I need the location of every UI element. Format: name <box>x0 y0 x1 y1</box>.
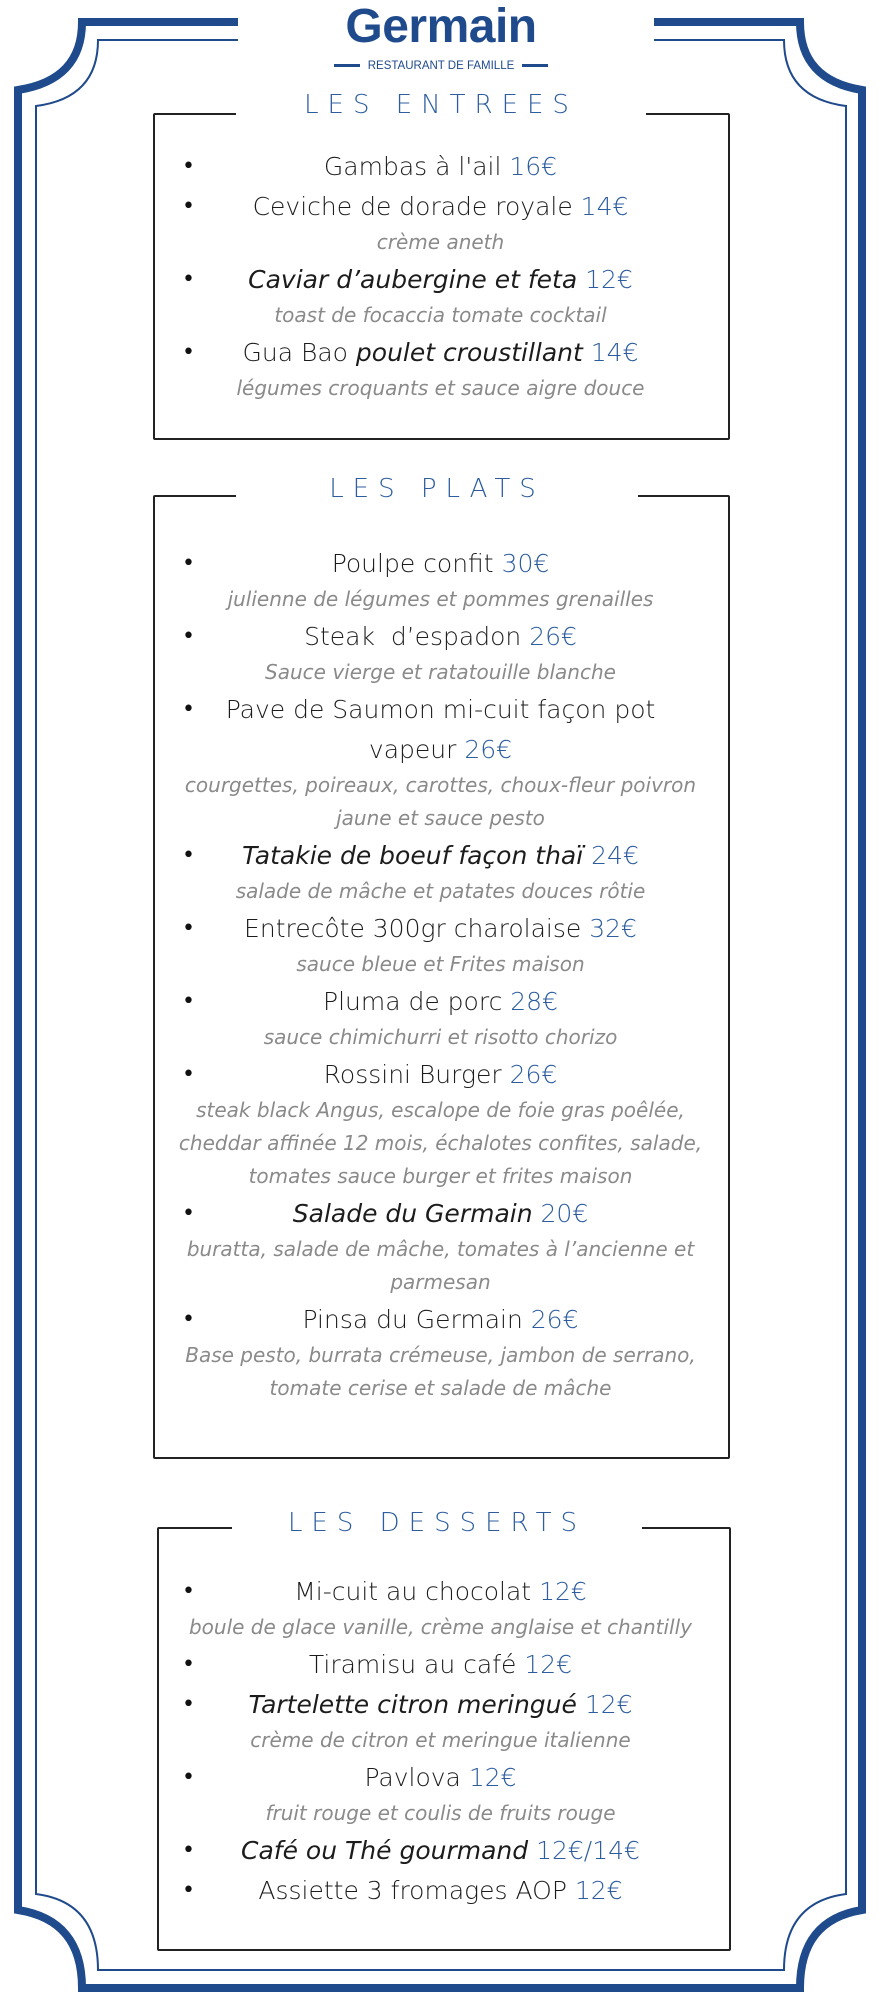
desserts-list <box>178 1572 703 1911</box>
dish-name: Café ou Thé gourmand <box>241 1836 529 1865</box>
dish-description: sauce chimichurri et risotto chorizo <box>263 1025 618 1049</box>
dish-name: Pluma de porc <box>323 987 503 1016</box>
dish-price: 16€ <box>509 152 558 181</box>
entrees-title: LES ENTREES <box>236 88 646 122</box>
plats-list <box>178 544 703 1406</box>
dish-name: Rossini Burger <box>323 1060 502 1089</box>
dish-description: toast de focaccia tomate cocktail <box>274 303 607 327</box>
list-item: • Caviar d’aubergine et feta 12€ toast de focaccia tomate cocktail <box>178 260 703 333</box>
dish-price: 32€ <box>589 914 637 943</box>
dish-description-line2: parmesan <box>390 1270 491 1294</box>
dish-description-line2: cheddar affinée 12 mois, échalotes confites, salade, <box>178 1131 703 1155</box>
dish-price: 26€ <box>464 735 513 764</box>
list-item: • Gambas à l'ail 16€ <box>182 152 558 181</box>
list-item: • Pave de Saumon mi-cuit façon pot vapeur 26€ courgettes, poireaux, carottes, choux-fleur poivron jaune et sauce pesto <box>178 690 703 836</box>
dish-name: Salade du Germain <box>292 1199 533 1228</box>
brand-name: Germain <box>345 0 537 53</box>
dish-name: Gambas à l'ail <box>323 152 502 181</box>
dish-price: 26€ <box>509 1060 558 1089</box>
dish-name: Poulpe confit <box>331 549 494 578</box>
dish-price: 12€ <box>539 1577 587 1606</box>
dish-price: 14€ <box>580 192 629 221</box>
dish-price: 12€ <box>524 1650 573 1679</box>
dish-price: 12€/14€ <box>536 1836 640 1865</box>
dish-description-line1: courgettes, poireaux, carottes, choux-fleur poivron <box>184 773 697 797</box>
dish-description: crème de citron et meringue italienne <box>250 1728 631 1752</box>
dish-name-line2: vapeur <box>368 735 457 764</box>
list-item: • Tatakie de boeuf façon thaï 24€ salade de mâche et patates douces rôtie <box>178 836 703 909</box>
dish-name-line1: Pave de Saumon mi-cuit façon pot <box>225 695 656 724</box>
dish-name: Steak d’espadon <box>304 622 522 651</box>
dish-name: Entrecôte 300gr charolaise <box>244 914 582 943</box>
dish-name-part: Gua Bao <box>242 338 356 367</box>
list-item: • Poulpe confit 30€ julienne de légumes et pommes grenailles <box>178 544 703 617</box>
desserts-title: LES DESSERTS <box>232 1506 642 1540</box>
list-item: • Entrecôte 300gr charolaise 32€ sauce bleue et Frites maison <box>178 909 703 982</box>
brand-tagline-row <box>334 60 549 72</box>
dish-description: boule de glace vanille, crème anglaise et chantilly <box>188 1615 692 1639</box>
brand-logo <box>0 0 882 72</box>
dish-description-line1: steak black Angus, escalope de foie gras poêlée, <box>196 1098 685 1122</box>
tagline-dash-right <box>522 64 548 67</box>
dish-price: 14€ <box>590 338 639 367</box>
dish-price: 12€ <box>468 1763 517 1792</box>
dish-description: sauce bleue et Frites maison <box>296 952 585 976</box>
dish-name: Pinsa du Germain <box>302 1305 523 1334</box>
list-item: • Café ou Thé gourmand 12€/14€ <box>182 1836 640 1865</box>
dish-name: Pavlova <box>364 1763 461 1792</box>
list-item: • Pinsa du Germain 26€ Base pesto, burrata crémeuse, jambon de serrano, tomate cerise et salade de mâche <box>178 1300 703 1406</box>
list-item: • Tartelette citron meringué 12€ crème de citron et meringue italienne <box>178 1685 703 1758</box>
list-item: • Steak d’espadon 26€ Sauce vierge et ratatouille blanche <box>178 617 703 690</box>
dish-price: 12€ <box>574 1876 623 1905</box>
dish-name: Tartelette citron meringué <box>248 1690 577 1719</box>
dish-name: Caviar d’aubergine et feta <box>248 265 578 294</box>
list-item: • Mi-cuit au chocolat 12€ boule de glace vanille, crème anglaise et chantilly <box>178 1572 703 1645</box>
list-item: • Ceviche de dorade royale 14€ crème aneth <box>178 187 703 260</box>
entrees-list <box>178 147 703 406</box>
dish-name: Mi-cuit au chocolat <box>294 1577 532 1606</box>
tagline-dash-left <box>334 64 360 67</box>
dish-description: fruit rouge et coulis de fruits rouge <box>265 1801 616 1825</box>
list-item: • Tiramisu au café 12€ <box>182 1650 573 1679</box>
dish-price: 26€ <box>529 622 577 651</box>
dish-description: Sauce vierge et ratatouille blanche <box>265 660 616 684</box>
dish-name: Tiramisu au café <box>308 1650 517 1679</box>
dish-description-line2: jaune et sauce pesto <box>336 806 545 830</box>
dish-price: 12€ <box>584 1690 633 1719</box>
list-item: • Salade du Germain 20€ buratta, salade de mâche, tomates à l’ancienne et parmesan <box>178 1194 703 1300</box>
plats-title: LES PLATS <box>236 472 638 506</box>
list-item: • Pluma de porc 28€ sauce chimichurri et risotto chorizo <box>178 982 703 1055</box>
dish-description: salade de mâche et patates douces rôtie <box>235 879 646 903</box>
dish-description-line2: tomate cerise et salade de mâche <box>269 1376 612 1400</box>
dish-description-line1: buratta, salade de mâche, tomates à l’ancienne et <box>186 1237 695 1261</box>
dish-description-line1: Base pesto, burrata crémeuse, jambon de serrano, <box>185 1343 696 1367</box>
dish-description: crème aneth <box>376 230 505 254</box>
dish-price: 26€ <box>530 1305 579 1334</box>
dish-price: 24€ <box>591 841 639 870</box>
dish-name-part-italic: poulet croustillant <box>355 338 583 367</box>
list-item: • Assiette 3 fromages AOP 12€ <box>182 1876 623 1905</box>
dish-price: 12€ <box>585 265 633 294</box>
brand-tagline: RESTAURANT DE FAMILLE <box>367 59 515 72</box>
dish-name: Tatakie de boeuf façon thaï <box>242 841 584 870</box>
dish-name: Assiette 3 fromages AOP <box>258 1876 567 1905</box>
dish-name: Ceviche de dorade royale <box>252 192 573 221</box>
list-item: • Pavlova 12€ fruit rouge et coulis de fruits rouge <box>178 1758 703 1831</box>
dish-price: 30€ <box>501 549 550 578</box>
dish-price: 28€ <box>510 987 558 1016</box>
list-item: • Rossini Burger 26€ steak black Angus, escalope de foie gras poêlée, cheddar affinée 12 mois, échalotes confites, salade, tomates sauce burger et frites maison <box>178 1055 703 1194</box>
dish-description: légumes croquants et sauce aigre douce <box>236 376 645 400</box>
list-item: • Gua Bao poulet croustillant 14€ légumes croquants et sauce aigre douce <box>178 333 703 406</box>
dish-price: 20€ <box>540 1199 589 1228</box>
dish-description-line3: tomates sauce burger et frites maison <box>248 1164 633 1188</box>
dish-description: julienne de légumes et pommes grenailles <box>227 587 654 611</box>
